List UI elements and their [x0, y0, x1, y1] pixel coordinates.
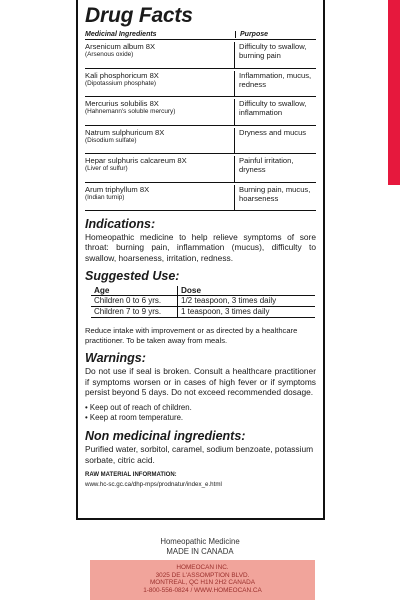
purpose-line: Difficulty to swallow, [239, 42, 307, 51]
ingredient-row [85, 40, 316, 69]
homeopathic-line: Homeopathic Medicine [160, 537, 240, 546]
raw-material-label: RAW MATERIAL INFORMATION: [85, 472, 177, 479]
suggested-use-heading: Suggested Use: [85, 269, 180, 284]
ingredient-source: (Dipotassium phosphate) [85, 79, 157, 87]
indications-heading: Indications: [85, 217, 156, 231]
ingredient-row [85, 183, 316, 212]
warning-bullet: • Keep at room temperature. [85, 413, 184, 423]
ingredient-row [85, 97, 316, 126]
purpose-line: redness [239, 79, 267, 89]
ingredient-name: Natrum sulphuricum 8X [85, 127, 165, 137]
purpose-line: Inflammation, mucus, [239, 70, 312, 80]
non-medicinal-heading: Non medicinal ingredients: [85, 429, 246, 444]
company-name: HOMEOCAN INC. [176, 564, 229, 571]
company-footer [90, 560, 315, 600]
warnings-heading: Warnings: [85, 351, 146, 366]
purpose-line: burning pain [239, 51, 281, 60]
header-purpose: Purpose [240, 31, 269, 38]
dosage-header-dose: Dose [178, 286, 316, 296]
ingredient-row [85, 154, 316, 183]
ingredient-source: (Liver of sulfur) [85, 165, 128, 172]
raw-material-url: www.hc-sc.gc.ca/dhp-mps/prodnatur/index_e.html [85, 481, 222, 489]
warnings-text: Do not use if seal is broken. Consult a healthcare practitioner if symptoms worsen or in cases of high fever or if symptoms persist beyond 5 days. Do not exceed recommended dosage. [85, 366, 316, 398]
ingredient-name: Arum triphyllum 8X [85, 184, 150, 194]
panel-title: Drug Facts [85, 4, 193, 27]
purpose-line: Dryness and mucus [239, 127, 307, 137]
ingredient-name: Arsenicum album 8X [85, 42, 156, 51]
purpose-line: Difficulty to swallow, [239, 99, 307, 108]
warnings-list [85, 403, 316, 423]
ingredient-name: Hepar sulphuris calcareum 8X [85, 156, 187, 165]
ingredient-source: (Indian turnip) [85, 193, 125, 201]
ingredients-table-header [85, 31, 316, 40]
drug-facts-panel [76, 0, 325, 520]
made-in-line: MADE IN CANADA [166, 547, 234, 556]
header-ingredients: Medicinal Ingredients [85, 31, 236, 38]
dosage-dose: 1 teaspoon, 3 times daily [178, 307, 316, 318]
purpose-line: inflammation [239, 108, 283, 117]
warning-bullet: • Keep out of reach of children. [85, 403, 192, 413]
red-edge-band [388, 0, 400, 185]
dosage-header-age: Age [91, 286, 178, 296]
purpose-line: Burning pain, mucus, [239, 184, 311, 194]
company-address-1: 3025 DE L'ASSOMPTION BLVD. [155, 571, 250, 579]
dosage-row [91, 307, 315, 318]
non-medicinal-text: Purified water, sorbitol, caramel, sodium benzoate, potassium sorbate, citric acid. [85, 444, 314, 465]
company-address-2: MONTREAL, QC H1N 2H2 CANADA [149, 579, 256, 587]
purpose-line: hoarseness [239, 193, 279, 203]
ingredient-name: Kali phosphoricum 8X [85, 70, 159, 80]
dosage-age: Children 0 to 6 yrs. [91, 296, 178, 307]
dosage-header-row [91, 286, 315, 296]
dosage-note: Reduce intake with improvement or as directed by a healthcare practitioner. To be taken away from meals. [85, 326, 298, 345]
dosage-dose: 1/2 teaspoon, 3 times daily [178, 296, 316, 307]
dosage-table [91, 286, 315, 318]
ingredient-source: (Hahnemann's soluble mercury) [85, 108, 176, 115]
ingredient-source: (Arsenous oxide) [85, 51, 134, 58]
purpose-line: dryness [239, 165, 266, 174]
origin-statement [0, 537, 400, 557]
ingredient-name: Mercurius solubilis 8X [85, 99, 159, 108]
dosage-age: Children 7 to 9 yrs. [91, 307, 178, 318]
ingredient-row [85, 126, 316, 155]
ingredient-row [85, 69, 316, 98]
indications-text: Homeopathic medicine to help relieve symptoms of sore throat: burning pain, inflammation (mucus), difficulty to swallow, hoarseness, irritation, redness. [85, 232, 316, 263]
ingredient-source: (Disodium sulfate) [85, 136, 137, 144]
purpose-line: Painful irritation, [239, 156, 294, 165]
dosage-row [91, 296, 315, 307]
company-contact: 1-800-556-0824 / WWW.HOMEOCAN.CA [143, 586, 262, 594]
